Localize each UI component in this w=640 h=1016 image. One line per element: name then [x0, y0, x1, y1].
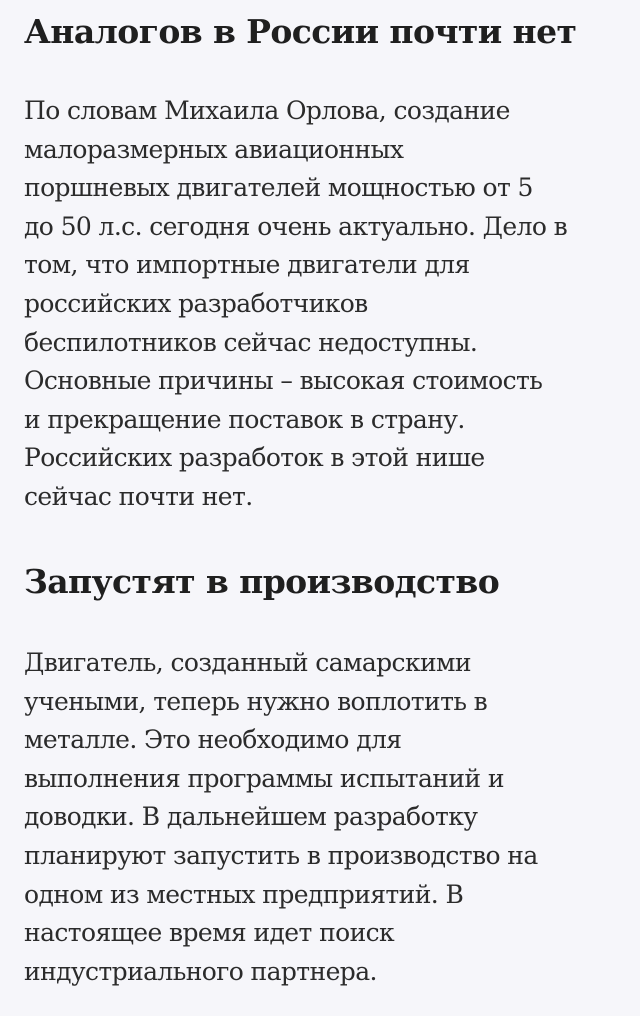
- paragraph-line: одном из местных предприятий. В: [24, 879, 464, 909]
- paragraph-line: Основные причины – высокая стоимость: [24, 366, 543, 396]
- paragraph-line: индустриального партнера.: [24, 956, 377, 986]
- paragraph-line: поршневых двигателей мощностью от 5: [24, 173, 533, 203]
- paragraph-production: [24, 644, 624, 991]
- paragraph-line: настоящее время идет поиск: [24, 918, 395, 948]
- paragraph-line: планируют запустить в производство на: [24, 840, 538, 870]
- paragraph-line: том, что импортные двигатели для: [24, 250, 470, 280]
- paragraph-line: доводки. В дальнейшем разработку: [24, 802, 478, 832]
- paragraph-line: По словам Михаила Орлова, создание: [24, 96, 510, 125]
- paragraph-line: выполнения программы испытаний и: [24, 763, 504, 793]
- paragraph-line: российских разработчиков: [24, 288, 368, 318]
- paragraph-line: до 50 л.с. сегодня очень актуально. Дело в: [24, 211, 568, 241]
- paragraph-line: беспилотников сейчас недоступны.: [24, 327, 478, 357]
- paragraph-line: учеными, теперь нужно воплотить в: [24, 686, 488, 716]
- paragraph-analogs: [24, 92, 624, 517]
- paragraph-line: малоразмерных авиационных: [24, 134, 404, 164]
- paragraph-line: Двигатель, созданный самарскими: [24, 648, 471, 677]
- section-heading-analogs: Аналогов в России почти нет: [24, 12, 577, 51]
- section-heading-production: Запустят в производство: [24, 562, 500, 601]
- paragraph-line: и прекращение поставок в страну.: [24, 404, 465, 434]
- paragraph-line: сейчас почти нет.: [24, 481, 253, 511]
- paragraph-line: Российских разработок в этой нише: [24, 443, 485, 473]
- paragraph-line: металле. Это необходимо для: [24, 725, 402, 755]
